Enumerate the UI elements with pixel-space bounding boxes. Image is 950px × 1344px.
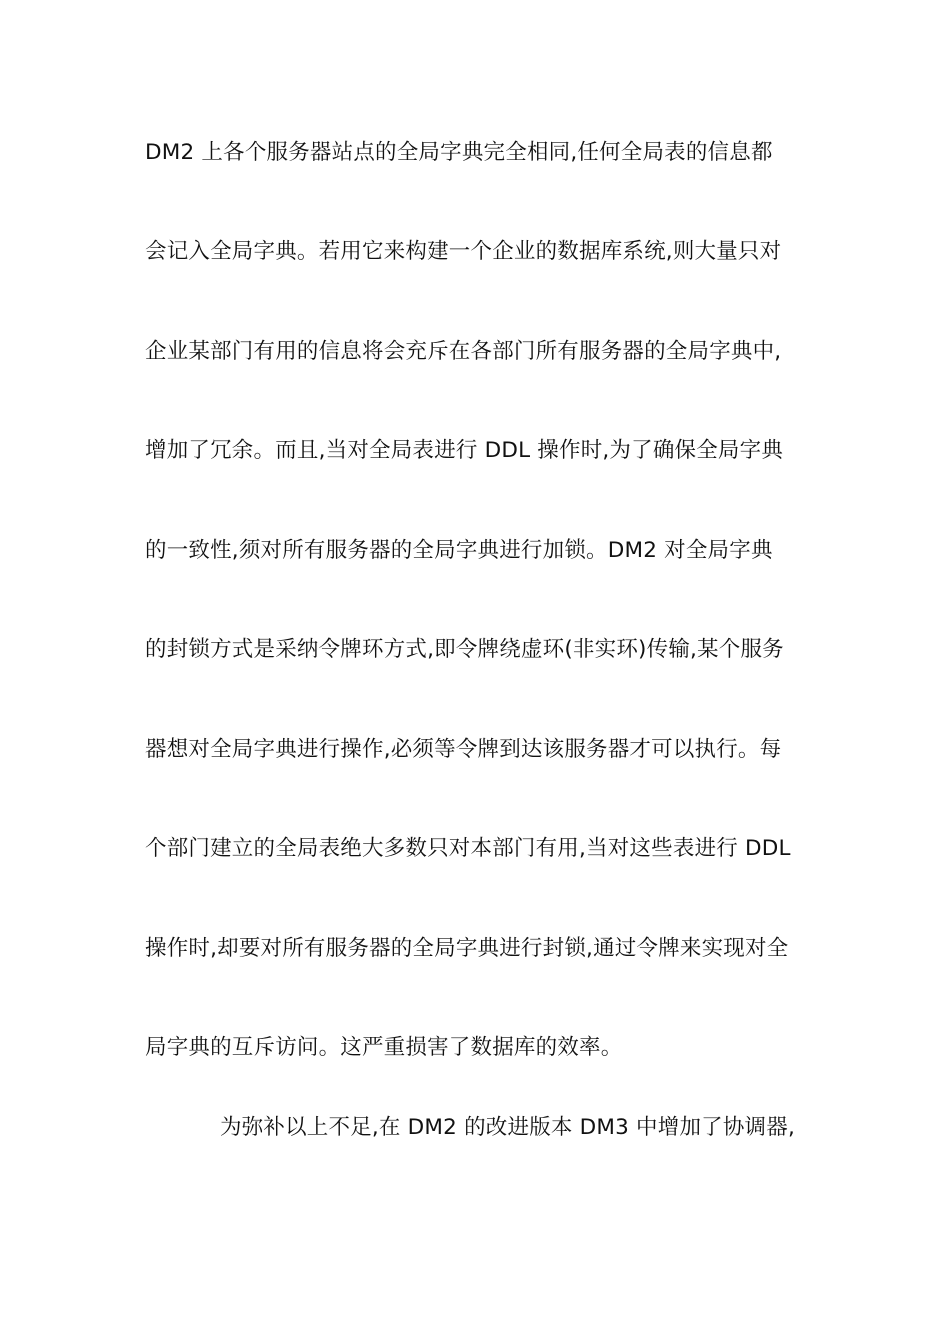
paragraph-line-11: 为弥补以上不足,在 DM2 的改进版本 DM3 中增加了协调器, (220, 1115, 795, 1140)
paragraph-line-3: 企业某部门有用的信息将会充斥在各部门所有服务器的全局字典中, (145, 339, 782, 364)
paragraph-line-4: 增加了冗余。而且,当对全局表进行 DDL 操作时,为了确保全局字典 (145, 438, 784, 463)
paragraph-line-10: 局字典的互斥访问。这严重损害了数据库的效率。 (145, 1035, 623, 1060)
paragraph-line-2: 会记入全局字典。若用它来构建一个企业的数据库系统,则大量只对 (145, 239, 782, 264)
paragraph-line-7: 器想对全局字典进行操作,必须等令牌到达该服务器才可以执行。每 (145, 737, 782, 762)
paragraph-line-8: 个部门建立的全局表绝大多数只对本部门有用,当对这些表进行 DDL (145, 836, 791, 861)
paragraph-line-9: 操作时,却要对所有服务器的全局字典进行封锁,通过令牌来实现对全 (145, 936, 789, 961)
paragraph-line-1: DM2 上各个服务器站点的全局字典完全相同,任何全局表的信息都 (145, 140, 773, 165)
paragraph-line-6: 的封锁方式是采纳令牌环方式,即令牌绕虚环(非实环)传输,某个服务 (145, 637, 784, 662)
paragraph-line-5: 的一致性,须对所有服务器的全局字典进行加锁。DM2 对全局字典 (145, 538, 773, 563)
